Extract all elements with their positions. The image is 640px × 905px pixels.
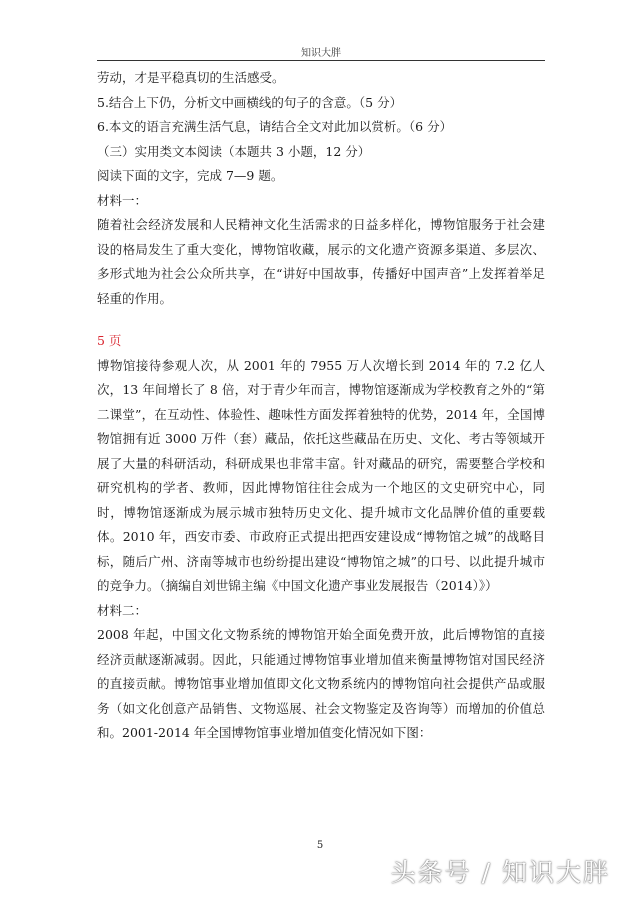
page-header-title: 知识大胖: [301, 48, 341, 59]
material-one-paragraph: 随着社会经济发展和人民精神文化生活需求的日益多样化，博物馆服务于社会建设的格局发生了重大变化，博物馆收藏，展示的文化遗产资源多渠道、多层次、多形式地为社会公众所共享，在“讲好中国故事，传播好中国声音”上发挥着举足轻重的作用。: [97, 217, 545, 306]
material-two-label: 材料二：: [97, 602, 148, 618]
material-one-label: 材料一：: [97, 192, 148, 208]
section-heading: （三）实用类文本阅读（本题共 3 小题，12 分）: [97, 143, 371, 159]
reading-instruction: 阅读下面的文字，完成 7—9 题。: [97, 168, 284, 183]
watermark: 头条号 / 知识大胖: [390, 858, 610, 887]
page-marker: 5 页: [97, 333, 122, 348]
text-line: 劳动，才是平稳真切的生活感受。: [97, 70, 285, 85]
material-one-continued-paragraph: 博物馆接待参观人次，从 2001 年的 7955 万人次增长到 2014 年的 7.2 亿人次，13 年间增长了 8 倍，对于青少年而言，博物馆逐渐成为学校教育之外的“第二课堂”，在互动性、体验性、趣味性方面发挥着独特的优势，2014 年，全国博物馆拥有近 3000 万件（套）藏品，依托这些藏品在历史、文化、考古等领域开展了大量的科研活动，科研成果也非常丰富。针对藏品的研究，需要整合学校和研究机构的学者、教师，因此博物馆往往会成为一个地区的文史研究中心，同时，博物馆逐渐成为展示城市独特历史文化、提升城市文化品牌价值的重要载体。2010 年，西安市委、市政府正式提出把西安建设成“博物馆之城”的战略目标，随后广州、济南等城市也纷纷提出建设“博物馆之城”的口号、以此提升城市的竞争力。（摘编自刘世锦主编《中国文化遗产事业发展报告（2014）》）: [97, 357, 545, 593]
document-body: [97, 66, 545, 746]
material-two-paragraph: 2008 年起，中国文化文物系统的博物馆开始全面免费开放，此后博物馆的直接经济贡献逐渐减弱。因此，只能通过博物馆事业增加值来衡量博物馆对国民经济的直接贡献。博物馆事业增加值即文化文物系统内的博物馆向社会提供产品或服务（如文化创意产品销售、文物巡展、社会文物鉴定及咨询等）而增加的价值总和。2001-2014 年全国博物馆事业增加值变化情况如下图：: [97, 627, 545, 740]
question-6: 6.本文的语言充满生活气息，请结合全文对此加以赏析。（6 分）: [97, 119, 453, 134]
question-5: 5.结合上下仍，分析文中画横线的句子的含意。（5 分）: [97, 94, 403, 110]
page-number: 5: [316, 840, 324, 851]
header-divider: [97, 60, 545, 61]
